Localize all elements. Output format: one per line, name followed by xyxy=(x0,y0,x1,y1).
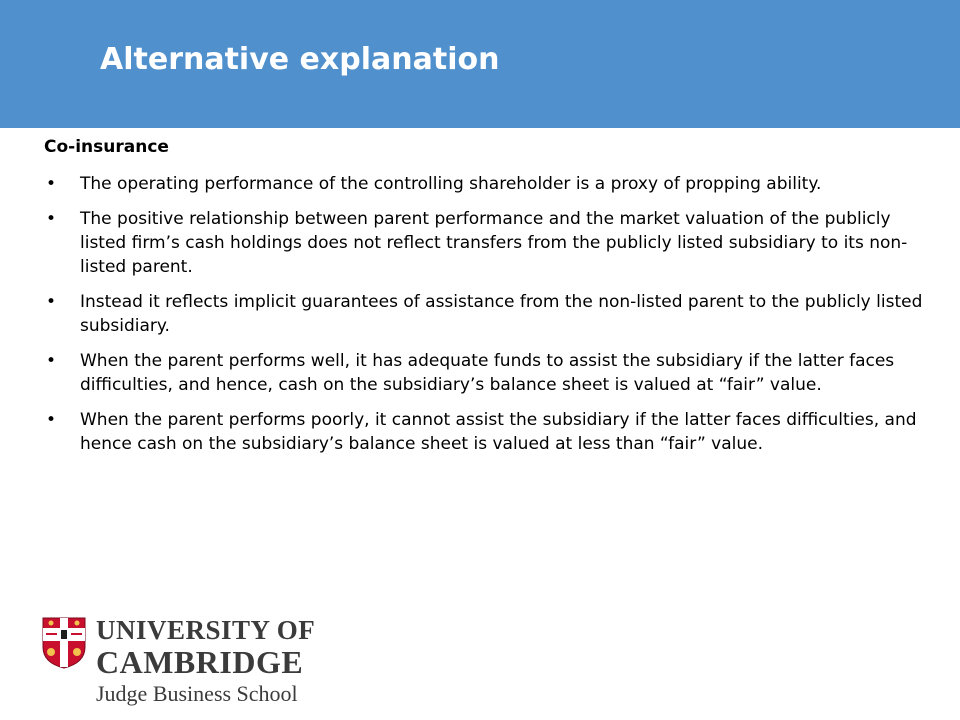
bullet-item xyxy=(44,290,934,338)
bullet-item xyxy=(44,408,934,456)
logo-judge-business-school: Judge Business School xyxy=(96,681,298,706)
bullet-marker: • xyxy=(46,174,57,194)
bullet-text: When the parent performs well, it has adequate funds to assist the subsidiary if the latter faces difficulties, and hence, cash on the subsidiary’s balance sheet is valued at “fair” value. xyxy=(80,351,895,395)
section-heading: Co-insurance xyxy=(44,137,169,157)
bullet-text: The positive relationship between parent performance and the market valuation of the publicly listed firm’s cash holdings does not reflect transfers from the publicly listed subsidiary to its non-listed parent. xyxy=(80,209,908,277)
bullet-marker: • xyxy=(46,292,57,312)
bullet-list xyxy=(44,172,934,456)
header-bar xyxy=(0,0,960,128)
bullet-item xyxy=(44,207,934,279)
bullet-text: When the parent performs poorly, it cannot assist the subsidiary if the latter faces difficulties, and hence cash on the subsidiary’s balance sheet is valued at less than “fair” value. xyxy=(80,410,917,454)
cambridge-logo xyxy=(42,617,315,707)
bullet-item xyxy=(44,349,934,397)
logo-cambridge: CAMBRIDGE xyxy=(96,644,304,680)
cambridge-crest-icon xyxy=(42,617,86,669)
bullet-text: The operating performance of the controlling shareholder is a proxy of propping ability. xyxy=(80,174,822,194)
bullet-item xyxy=(44,172,934,196)
bullet-marker: • xyxy=(46,351,57,371)
slide-content xyxy=(44,134,934,467)
bullet-marker: • xyxy=(46,410,57,430)
bullet-text: Instead it reflects implicit guarantees of assistance from the non-listed parent to the publicly listed subsidiary. xyxy=(80,292,923,336)
logo-university-of: UNIVERSITY OF xyxy=(96,615,316,645)
slide-title: Alternative explanation xyxy=(100,42,500,77)
bullet-marker: • xyxy=(46,209,57,229)
logo-text xyxy=(96,617,315,707)
